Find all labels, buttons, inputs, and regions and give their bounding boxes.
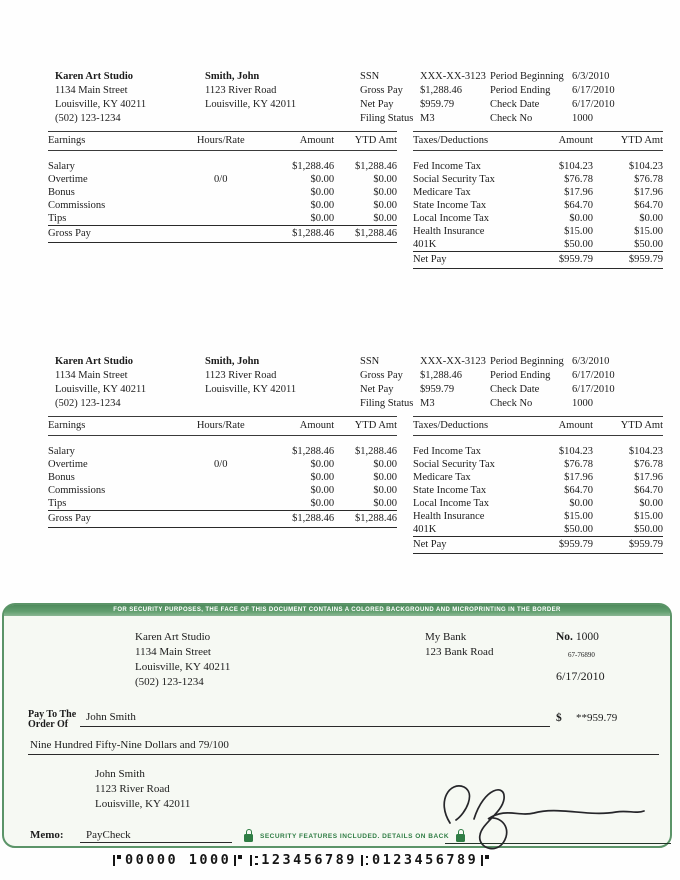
table-cell: $1,288.46 xyxy=(261,511,334,528)
earnings-col-header: Earnings xyxy=(48,417,181,436)
table-cell: $0.00 xyxy=(310,187,335,198)
table-cell: $104.23 xyxy=(558,446,593,457)
micr-onus-symbol xyxy=(481,854,490,867)
table-cell: Health Insurance xyxy=(413,511,485,522)
bank-fraction-number: 67-76890 xyxy=(568,651,595,659)
taxes-col-header: Taxes/Deductions xyxy=(413,132,528,151)
table-row xyxy=(48,436,397,459)
table-cell: $50.00 xyxy=(634,239,663,250)
bank-check xyxy=(2,603,672,848)
table-row xyxy=(413,173,663,186)
table-cell: $0.00 xyxy=(639,498,663,509)
table-cell: $15.00 xyxy=(564,511,593,522)
table-row xyxy=(48,471,397,484)
check-number-value: 1000 xyxy=(575,631,599,643)
table-cell: $15.00 xyxy=(634,226,663,237)
memo-value-line: PayCheck xyxy=(80,829,232,843)
padlock-icon xyxy=(456,834,465,842)
table-cell: $0.00 xyxy=(310,213,335,224)
table-cell: $1,288.46 xyxy=(334,511,397,528)
table-cell: $1,288.46 xyxy=(420,370,462,381)
security-features-text: SECURITY FEATURES INCLUDED. DETAILS ON BACK xyxy=(260,832,450,840)
check-amount-numeric: **959.79 xyxy=(576,712,618,724)
table-cell: $1,288.46 xyxy=(261,226,334,243)
micr-onus-symbol xyxy=(234,854,243,867)
table-cell: $0.00 xyxy=(310,174,335,185)
table-cell: Check Date xyxy=(490,99,540,110)
table-row xyxy=(413,471,663,484)
table-cell xyxy=(181,212,261,226)
taxes-header xyxy=(413,417,663,436)
table-cell: Overtime xyxy=(48,174,88,185)
company-street: 1134 Main Street xyxy=(55,85,128,96)
table-row xyxy=(413,510,663,523)
table-row xyxy=(360,369,486,383)
table-cell: Gross Pay xyxy=(360,85,403,96)
employee-city: Louisville, KY 42011 xyxy=(205,384,297,395)
table-row xyxy=(413,252,663,269)
table-cell: SSN xyxy=(360,71,380,82)
table-cell: $0.00 xyxy=(639,213,663,224)
earnings-header xyxy=(48,132,397,151)
table-row xyxy=(360,383,486,397)
check-number-label: No. xyxy=(556,631,573,643)
table-cell: $0.00 xyxy=(373,187,397,198)
table-cell: $76.78 xyxy=(634,174,663,185)
company-city: Louisville, KY 40211 xyxy=(135,661,231,673)
table-cell: $0.00 xyxy=(373,200,397,211)
table-cell: State Income Tax xyxy=(413,200,487,211)
table-cell: $17.96 xyxy=(634,187,663,198)
table-cell: $76.78 xyxy=(564,174,593,185)
pay-stub-top xyxy=(48,68,664,268)
table-row xyxy=(48,173,397,186)
table-cell: $0.00 xyxy=(373,485,397,496)
table-cell: $0.00 xyxy=(569,498,593,509)
signature-line xyxy=(445,843,671,844)
table-cell: $17.96 xyxy=(634,472,663,483)
table-cell: Fed Income Tax xyxy=(413,446,481,457)
table-cell: $1,288.46 xyxy=(292,446,335,457)
company-city: Louisville, KY 40211 xyxy=(55,99,147,110)
taxes-header xyxy=(413,132,663,151)
table-cell: Gross Pay xyxy=(48,226,181,243)
payee-name: John Smith xyxy=(95,768,145,780)
table-cell: Bonus xyxy=(48,472,75,483)
table-cell: 401K xyxy=(413,524,437,535)
payee-name-line: John Smith xyxy=(80,711,550,727)
table-cell: Net Pay xyxy=(413,252,528,269)
amount-col-header: Amount xyxy=(261,417,334,436)
company-phone: (502) 123-1234 xyxy=(55,113,121,124)
table-row xyxy=(48,484,397,497)
table-row xyxy=(48,199,397,212)
table-row xyxy=(48,212,397,226)
table-cell: $64.70 xyxy=(634,485,663,496)
company-phone: (502) 123-1234 xyxy=(135,676,204,688)
table-cell: $959.79 xyxy=(528,252,593,269)
table-cell: 0/0 xyxy=(214,174,228,185)
pay-summary-table xyxy=(360,70,486,126)
table-cell: $1,288.46 xyxy=(355,446,397,457)
table-cell: $959.79 xyxy=(420,384,455,395)
table-cell: M3 xyxy=(420,113,435,124)
check-number xyxy=(556,631,599,643)
table-row xyxy=(48,226,397,243)
hours-rate-col-header: Hours/Rate xyxy=(181,132,261,151)
table-cell: $0.00 xyxy=(373,498,397,509)
company-phone: (502) 123-1234 xyxy=(55,398,121,409)
check-date: 6/17/2010 xyxy=(556,669,605,683)
table-cell: Gross Pay xyxy=(48,511,181,528)
amount-col-header: Amount xyxy=(261,132,334,151)
table-cell: Gross Pay xyxy=(360,370,403,381)
table-row xyxy=(360,355,486,369)
micr-routing-number: 123456789 xyxy=(261,852,357,868)
ytd-col-header: YTD Amt xyxy=(334,417,397,436)
earnings-table xyxy=(48,416,397,528)
table-cell: $1,288.46 xyxy=(355,161,397,172)
table-row xyxy=(490,355,615,369)
table-row xyxy=(490,112,615,126)
ytd-col-header: YTD Amt xyxy=(593,417,663,436)
table-cell xyxy=(181,484,261,497)
taxes-rows xyxy=(413,436,663,554)
table-cell: $104.23 xyxy=(628,446,663,457)
table-cell: $0.00 xyxy=(310,200,335,211)
security-features-row xyxy=(244,830,465,842)
table-cell: $0.00 xyxy=(310,485,335,496)
table-cell: $17.96 xyxy=(564,187,593,198)
payee-address-block xyxy=(95,767,190,812)
table-cell: $104.23 xyxy=(628,161,663,172)
taxes-col-header: Taxes/Deductions xyxy=(413,417,528,436)
micr-line xyxy=(110,852,493,868)
table-cell: XXX-XX-3123 xyxy=(420,71,486,82)
employee-name: Smith, John xyxy=(205,356,260,367)
table-cell: Tips xyxy=(48,213,67,224)
micr-onus-symbol xyxy=(113,854,122,867)
company-street: 1134 Main Street xyxy=(135,646,211,658)
employee-street: 1123 River Road xyxy=(205,370,277,381)
table-cell xyxy=(181,511,261,528)
ytd-col-header: YTD Amt xyxy=(334,132,397,151)
table-cell: $0.00 xyxy=(310,459,335,470)
earnings-table xyxy=(48,131,397,243)
table-cell: Social Security Tax xyxy=(413,174,495,185)
amount-col-header: Amount xyxy=(528,417,593,436)
pay-summary-table xyxy=(360,355,486,411)
table-cell: 401K xyxy=(413,239,437,250)
table-row xyxy=(413,186,663,199)
table-cell: $50.00 xyxy=(564,524,593,535)
table-cell xyxy=(181,186,261,199)
table-row xyxy=(48,458,397,471)
earnings-col-header: Earnings xyxy=(48,132,181,151)
table-cell: Period Ending xyxy=(490,370,551,381)
table-cell: Check No xyxy=(490,398,533,409)
table-cell: $15.00 xyxy=(634,511,663,522)
pay-stub-copy xyxy=(48,353,664,553)
table-cell: 6/17/2010 xyxy=(572,99,615,110)
table-row xyxy=(48,497,397,511)
table-cell: Salary xyxy=(48,446,75,457)
table-row xyxy=(490,70,615,84)
company-name: Karen Art Studio xyxy=(55,356,133,367)
table-cell: 6/3/2010 xyxy=(572,356,610,367)
table-cell: Period Beginning xyxy=(490,356,564,367)
table-row xyxy=(360,397,486,411)
company-street: 1134 Main Street xyxy=(55,370,128,381)
table-cell: 6/17/2010 xyxy=(572,370,615,381)
table-cell: $104.23 xyxy=(558,161,593,172)
bank-address: 123 Bank Road xyxy=(425,646,494,658)
earnings-rows xyxy=(48,436,397,528)
table-row xyxy=(490,369,615,383)
memo-label-text: Memo: xyxy=(30,829,64,841)
employee-address-block xyxy=(205,355,296,397)
table-row xyxy=(413,497,663,510)
table-cell: Period Ending xyxy=(490,85,551,96)
table-row xyxy=(490,383,615,397)
table-cell: State Income Tax xyxy=(413,485,487,496)
table-cell: Net Pay xyxy=(413,537,528,554)
table-cell: $64.70 xyxy=(634,200,663,211)
period-info-table xyxy=(490,355,615,411)
pay-to-line2: Order Of xyxy=(28,719,69,730)
table-cell: Check No xyxy=(490,113,533,124)
table-cell: Local Income Tax xyxy=(413,498,490,509)
table-cell: Medicare Tax xyxy=(413,187,471,198)
table-row xyxy=(48,151,397,174)
company-name: Karen Art Studio xyxy=(135,631,211,643)
table-row xyxy=(413,537,663,554)
table-cell: $1,288.46 xyxy=(292,161,335,172)
table-row xyxy=(413,458,663,471)
table-cell: Commissions xyxy=(48,200,106,211)
table-row xyxy=(360,84,486,98)
table-cell: Local Income Tax xyxy=(413,213,490,224)
micr-transit-symbol xyxy=(249,854,258,867)
table-row xyxy=(360,70,486,84)
earnings-rows xyxy=(48,151,397,243)
table-cell: Check Date xyxy=(490,384,540,395)
dollar-sign: $ xyxy=(556,712,562,724)
micr-account-number: 0123456789 xyxy=(371,852,479,868)
taxes-deductions-table xyxy=(413,131,663,269)
table-cell: Filing Status xyxy=(360,398,414,409)
table-cell: 0/0 xyxy=(214,459,228,470)
check-company-block xyxy=(135,630,230,690)
table-row xyxy=(413,199,663,212)
table-row xyxy=(413,436,663,459)
memo-label xyxy=(30,829,64,841)
payee-city: Louisville, KY 42011 xyxy=(95,798,191,810)
micr-check-number: 00000 1000 xyxy=(125,852,232,868)
payee-street: 1123 River Road xyxy=(95,783,170,795)
table-row xyxy=(48,186,397,199)
company-address-block xyxy=(55,70,146,126)
table-cell: $0.00 xyxy=(569,213,593,224)
table-cell: Fed Income Tax xyxy=(413,161,481,172)
table-cell: 6/17/2010 xyxy=(572,85,615,96)
amount-col-header: Amount xyxy=(528,132,593,151)
table-cell: $1,288.46 xyxy=(420,85,462,96)
table-cell: 6/17/2010 xyxy=(572,384,615,395)
table-cell: $15.00 xyxy=(564,226,593,237)
table-cell xyxy=(181,436,261,459)
table-cell: SSN xyxy=(360,356,380,367)
table-cell: Social Security Tax xyxy=(413,459,495,470)
pay-to-line1: Pay To The xyxy=(28,709,77,720)
table-cell: Commissions xyxy=(48,485,106,496)
table-cell: Overtime xyxy=(48,459,88,470)
bank-name: My Bank xyxy=(425,631,467,643)
table-cell: $64.70 xyxy=(564,200,593,211)
table-cell: $64.70 xyxy=(564,485,593,496)
table-cell: $1,288.46 xyxy=(334,226,397,243)
ytd-col-header: YTD Amt xyxy=(593,132,663,151)
table-cell: 6/3/2010 xyxy=(572,71,610,82)
table-cell xyxy=(181,199,261,212)
table-cell xyxy=(181,151,261,174)
amount-in-words-line: Nine Hundred Fifty-Nine Dollars and 79/100 xyxy=(28,739,659,755)
table-cell: Period Beginning xyxy=(490,71,564,82)
table-cell xyxy=(181,226,261,243)
table-cell: $959.79 xyxy=(420,99,455,110)
employee-street: 1123 River Road xyxy=(205,85,277,96)
table-row xyxy=(360,112,486,126)
bank-block xyxy=(425,630,493,660)
table-cell: $17.96 xyxy=(564,472,593,483)
table-cell: $959.79 xyxy=(593,537,663,554)
table-row xyxy=(48,511,397,528)
table-cell: $959.79 xyxy=(593,252,663,269)
hours-rate-col-header: Hours/Rate xyxy=(181,417,261,436)
taxes-rows xyxy=(413,151,663,269)
table-cell: Bonus xyxy=(48,187,75,198)
table-cell: Net Pay xyxy=(360,99,394,110)
table-row xyxy=(413,212,663,225)
table-cell: $0.00 xyxy=(373,472,397,483)
company-name: Karen Art Studio xyxy=(55,71,133,82)
table-row xyxy=(490,397,615,411)
table-row xyxy=(413,151,663,174)
table-cell: $50.00 xyxy=(564,239,593,250)
padlock-icon xyxy=(244,834,253,842)
micr-transit-symbol xyxy=(360,854,369,867)
earnings-header xyxy=(48,417,397,436)
table-cell: 1000 xyxy=(572,398,593,409)
table-cell: $0.00 xyxy=(373,174,397,185)
table-cell xyxy=(181,497,261,511)
table-cell: $0.00 xyxy=(373,459,397,470)
table-cell: $959.79 xyxy=(528,537,593,554)
security-banner: FOR SECURITY PURPOSES, THE FACE OF THIS DOCUMENT CONTAINS A COLORED BACKGROUND AND MICROPRINTING IN THE BORDER xyxy=(4,605,670,616)
period-info-table xyxy=(490,70,615,126)
table-row xyxy=(490,84,615,98)
table-row xyxy=(490,98,615,112)
taxes-deductions-table xyxy=(413,416,663,554)
table-row xyxy=(413,523,663,537)
table-cell: Net Pay xyxy=(360,384,394,395)
table-row xyxy=(413,225,663,238)
company-address-block xyxy=(55,355,146,411)
table-cell: Tips xyxy=(48,498,67,509)
table-row xyxy=(360,98,486,112)
table-cell: XXX-XX-3123 xyxy=(420,356,486,367)
table-cell: $76.78 xyxy=(564,459,593,470)
table-cell: M3 xyxy=(420,398,435,409)
table-cell: $76.78 xyxy=(634,459,663,470)
employee-address-block xyxy=(205,70,296,112)
employee-name: Smith, John xyxy=(205,71,260,82)
table-cell xyxy=(181,471,261,484)
pay-to-the-order-of-label xyxy=(28,710,76,730)
table-cell: Salary xyxy=(48,161,75,172)
table-cell: Health Insurance xyxy=(413,226,485,237)
table-cell: $0.00 xyxy=(373,213,397,224)
table-cell: $0.00 xyxy=(310,472,335,483)
company-city: Louisville, KY 40211 xyxy=(55,384,147,395)
table-cell: $0.00 xyxy=(310,498,335,509)
table-cell: Filing Status xyxy=(360,113,414,124)
table-row xyxy=(413,238,663,252)
table-cell: 1000 xyxy=(572,113,593,124)
table-cell: $50.00 xyxy=(634,524,663,535)
table-row xyxy=(413,484,663,497)
table-cell: Medicare Tax xyxy=(413,472,471,483)
employee-city: Louisville, KY 42011 xyxy=(205,99,297,110)
